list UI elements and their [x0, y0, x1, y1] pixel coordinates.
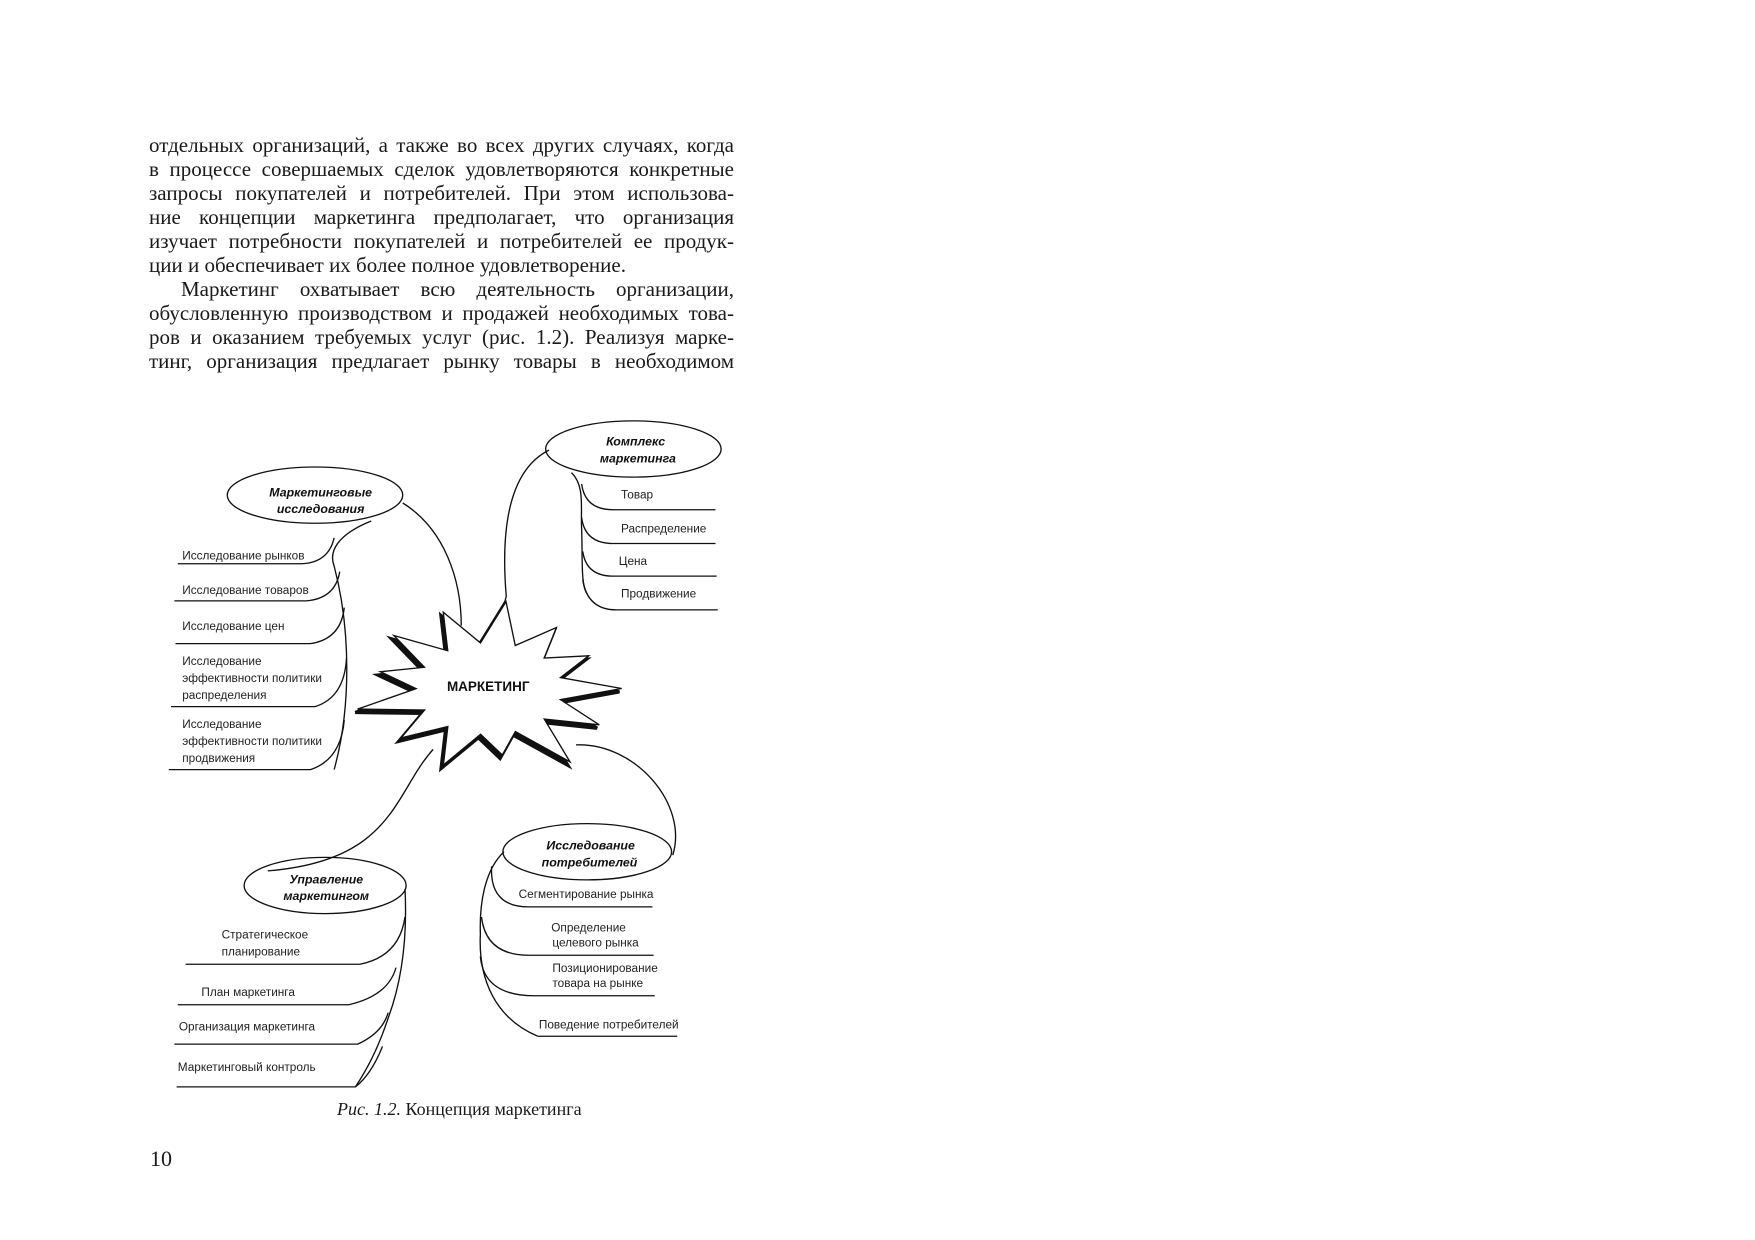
research-title: Маркетинговые исследования — [269, 485, 372, 517]
text-line: ции и обеспечивает их более полное удовлетворение. — [149, 253, 626, 277]
mix-items — [582, 484, 718, 610]
figure-caption — [337, 1099, 582, 1120]
figure-title: Концепция маркетинга — [405, 1099, 582, 1119]
consumers-item: Поведение потребителей — [538, 1017, 679, 1032]
research-item: Исследование товаров — [182, 583, 309, 598]
mix-item: Распределение — [621, 521, 707, 536]
text-line: отдельных организаций, а также во всех других случаях, когда — [149, 133, 734, 157]
mix-item: Товар — [621, 487, 654, 502]
management-spine — [356, 889, 406, 1087]
text-line: Маркетинг охватывает всю деятельность организации, — [181, 277, 734, 301]
text-line: ров и оказанием требуемых услуг (рис. 1.2). Реализуя марке- — [149, 325, 734, 349]
management-item: План маркетинга — [201, 984, 295, 999]
management-item: Маркетинговый контроль — [177, 1060, 316, 1075]
text-line: тинг, организация предлагает рынку товары в необходимом — [149, 349, 734, 373]
research-spine — [333, 521, 372, 770]
research-item: Исследование рынков — [182, 548, 305, 563]
connector-research — [403, 503, 462, 626]
management-item: Стратегическое планирование — [221, 927, 309, 959]
mix-item: Цена — [618, 553, 648, 568]
text-line: запросы покупателей и потребителей. При этом использова- — [149, 181, 734, 205]
consumers-title: Исследование потребителей — [541, 838, 638, 870]
management-title: Управление маркетингом — [283, 872, 370, 904]
mix-spine — [572, 473, 588, 595]
mix-ellipse — [546, 421, 722, 477]
text-line: обусловленную производством и продажей необходимых това- — [149, 301, 734, 325]
center-label: МАРКЕТИНГ — [446, 678, 530, 694]
text-line: в процессе совершаемых сделок удовлетворяются конкретные — [149, 157, 734, 181]
consumers-items — [480, 866, 678, 1036]
mix-title: Комплекс маркетинга — [599, 434, 676, 466]
consumers-item: Сегментирование рынка — [518, 886, 654, 901]
mix-item: Продвижение — [621, 586, 697, 601]
connector-management — [268, 749, 433, 871]
page-number: 10 — [150, 1146, 172, 1171]
research-item: Исследование эффективности политики продвижения — [182, 717, 322, 765]
consumers-item: Позиционирование товара на рынке — [552, 961, 658, 990]
figure-label: Рис. 1.2. — [337, 1099, 401, 1119]
consumers-spine — [480, 852, 538, 1037]
text-line: изучает потребности покупателей и потребителей ее продук- — [149, 229, 734, 253]
consumers-item: Определение целевого рынка — [551, 920, 639, 950]
research-item: Исследование эффективности политики распределения — [182, 654, 322, 702]
text-line: ние концепции маркетинга предполагает, что организация — [149, 205, 734, 229]
research-item: Исследование цен — [182, 619, 285, 634]
management-item: Организация маркетинга — [178, 1019, 316, 1034]
research-items — [169, 538, 347, 770]
